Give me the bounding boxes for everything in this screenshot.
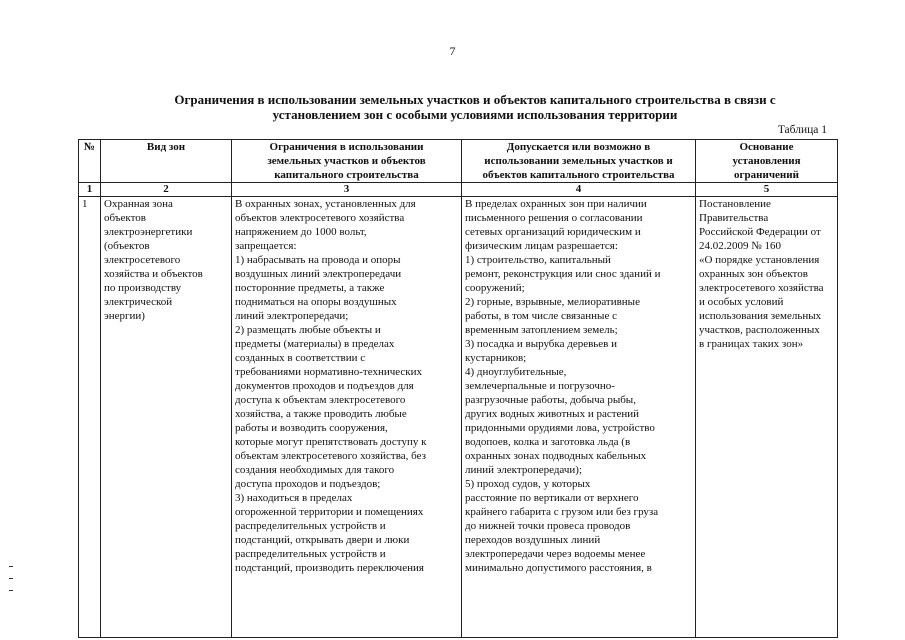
text-line: работы, в том числе связанные с <box>465 310 617 322</box>
text-line: посторонние предметы, а также <box>235 282 385 294</box>
text-line: сооружений; <box>465 282 525 294</box>
column-number: 1 <box>79 183 101 197</box>
document-title <box>118 92 832 122</box>
restrictions-table <box>78 139 838 638</box>
column-number-row <box>79 183 838 197</box>
text-line: в границах таких зон» <box>699 338 804 350</box>
text-line: доступа к объектам электросетевого <box>235 394 406 406</box>
text-line: охранных зонах подводных кабельных <box>465 450 647 462</box>
column-number: 2 <box>101 183 232 197</box>
text-line: минимально допустимого расстояния, в <box>465 562 652 574</box>
text-line: 2) размещать любые объекты и <box>235 324 381 336</box>
text-line: хозяйства и объектов <box>104 268 203 280</box>
text-line: документов проходов и подъездов для <box>235 380 414 392</box>
text-line: энергии) <box>104 310 145 322</box>
text-line: Охранная зона <box>104 198 173 210</box>
text-line: подниматься на опоры воздушных <box>235 296 397 308</box>
text-line: земельных участков и объектов <box>267 155 426 167</box>
text-line: которые могут препятствовать доступу к <box>235 436 427 448</box>
table-caption: Таблица 1 <box>777 124 827 136</box>
text-line: ограничений <box>734 169 799 181</box>
text-line: Постановление <box>699 198 771 210</box>
text-line: капитального строительства <box>274 169 419 181</box>
text-line: Российской Федерации от <box>699 226 821 238</box>
text-line: кустарников; <box>465 352 527 364</box>
text-line: работы и возводить сооружения, <box>235 422 388 434</box>
margin-mark <box>9 590 13 591</box>
text-line: землечерпальные и погрузочно- <box>465 380 615 392</box>
text-line: Правительства <box>699 212 769 224</box>
text-line: созданных в соответствии с <box>235 352 366 364</box>
text-line: создания необходимых для такого <box>235 464 395 476</box>
text-line: В охранных зонах, установленных для <box>235 198 416 210</box>
text-line: сетевых организаций юридическим и <box>465 226 641 238</box>
text-line: электрической <box>104 296 173 308</box>
text-line: подстанций, открывать двери и люки <box>235 534 410 546</box>
text-line: использовании земельных участков и <box>484 155 673 167</box>
text-line: доступа проходов и подъездов; <box>235 478 381 490</box>
header-num: № <box>79 140 101 183</box>
column-number: 3 <box>232 183 462 197</box>
text-line: использования земельных <box>699 310 822 322</box>
text-line: водопоев, колка и заготовка льда (в <box>465 436 631 448</box>
text-line: линий электропередачи); <box>465 464 583 476</box>
text-line: 3) находиться в пределах <box>235 492 353 504</box>
text-line: физическим лицам разрешается: <box>465 240 618 252</box>
text-line: 3) посадка и вырубка деревьев и <box>465 338 618 350</box>
text-line: электросетевого <box>104 254 181 266</box>
margin-mark <box>9 566 13 567</box>
text-line: временным затоплением земель; <box>465 324 618 336</box>
text-line: охранных зон объектов <box>699 268 808 280</box>
text-line: 1) набрасывать на провода и опоры <box>235 254 401 266</box>
title-line: Ограничения в использовании земельных участков и объектов капитального строительства в связи с <box>174 92 776 107</box>
text-line: 5) проход судов, у которых <box>465 478 591 490</box>
basis-cell <box>696 197 838 638</box>
page-number: 7 <box>449 44 456 58</box>
text-line: запрещается: <box>235 240 297 252</box>
text-line: других водных животных и растений <box>465 408 640 420</box>
text-line: Допускается или возможно в <box>506 141 651 153</box>
column-number: 4 <box>462 183 696 197</box>
header-allowed <box>462 140 696 183</box>
text-line: предметы (материалы) в пределах <box>235 338 395 350</box>
text-line: переходов воздушных линий <box>465 534 601 546</box>
text-line: электросетевого хозяйства <box>699 282 824 294</box>
header-restrictions <box>232 140 462 183</box>
text-line: требованиями нормативно-технических <box>235 366 423 378</box>
text-line: распределительных устройств и <box>235 548 386 560</box>
allowed-cell <box>462 197 696 638</box>
text-line: и особых условий <box>699 296 784 308</box>
text-line: распределительных устройств и <box>235 520 386 532</box>
text-line: 1) строительство, капитальный <box>465 254 611 266</box>
text-line: письменного решения о согласовании <box>465 212 643 224</box>
text-line: 4) дноуглубительные, <box>465 366 567 378</box>
header-basis <box>696 140 838 183</box>
text-line: подстанций, производить переключения <box>235 562 424 574</box>
text-line: Основание <box>739 141 794 153</box>
zone-type-cell <box>101 197 232 638</box>
text-line: напряжением до 1000 вольт, <box>235 226 367 238</box>
text-line: объектов капитального строительства <box>482 169 675 181</box>
margin-mark <box>9 578 13 579</box>
text-line: «О порядке установления <box>699 254 820 266</box>
text-line: электропередачи через водоемы менее <box>465 548 646 560</box>
text-line: воздушных линий электропередачи <box>235 268 402 280</box>
text-line: хозяйства, а также проводить любые <box>235 408 407 420</box>
text-line: (объектов <box>104 240 150 252</box>
title-line: установлением зон с особыми условиями использования территории <box>272 107 678 122</box>
text-line: ремонт, реконструкция или снос зданий и <box>465 268 661 280</box>
text-line: разгрузочные работы, добыча рыбы, <box>465 394 636 406</box>
text-line: объектам электросетевого хозяйства, без <box>235 450 426 462</box>
text-line: 2) горные, взрывные, мелиоративные <box>465 296 640 308</box>
column-number: 5 <box>696 183 838 197</box>
text-line: линий электропередачи; <box>235 310 349 322</box>
text-line: объектов <box>104 212 146 224</box>
text-line: расстояние по вертикали от верхнего <box>465 492 639 504</box>
text-line: до нижней точки провеса проводов <box>465 520 631 532</box>
text-line: объектов электросетевого хозяйства <box>235 212 405 224</box>
text-line: огороженной территории и помещениях <box>235 506 424 518</box>
text-line: электроэнергетики <box>104 226 193 238</box>
table-row <box>79 197 838 638</box>
row-number-cell: 1 <box>79 197 101 638</box>
header-zone-type: Вид зон <box>101 140 232 183</box>
text-line: В пределах охранных зон при наличии <box>465 198 647 210</box>
text-line: крайнего габарита с грузом или без груза <box>465 506 659 518</box>
text-line: 24.02.2009 № 160 <box>699 240 781 252</box>
restrictions-cell <box>232 197 462 638</box>
text-line: установления <box>732 155 801 167</box>
text-line: Ограничения в использовании <box>269 141 424 153</box>
text-line: придонными орудиями лова, устройство <box>465 422 655 434</box>
text-line: по производству <box>104 282 182 294</box>
text-line: участков, расположенных <box>699 324 820 336</box>
header-row <box>79 140 838 183</box>
